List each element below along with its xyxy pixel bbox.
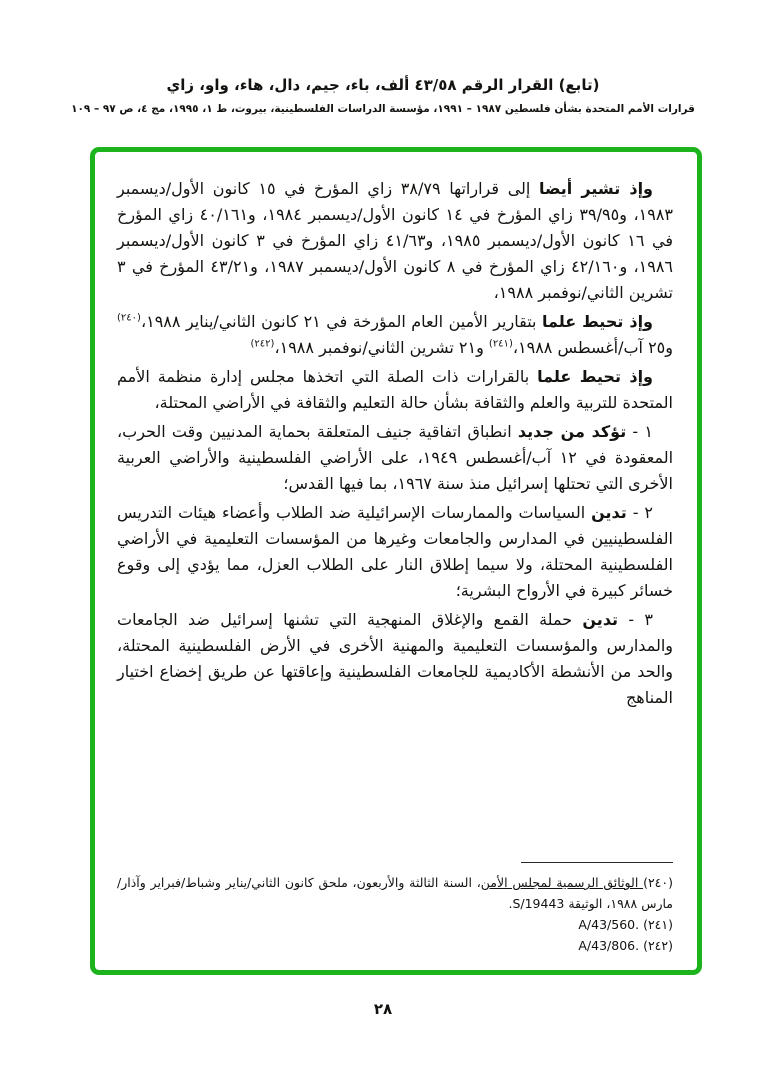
footnote-ref-240: (٢٤٠): [117, 312, 141, 324]
document-symbol: A/43/560.: [578, 917, 640, 932]
preamble-lead: وإذ تحيط علما: [537, 367, 654, 386]
footnote-marker: (٢٤٢): [643, 938, 673, 953]
resolution-title: (تابع) القرار الرقم ٤٣/٥٨ ألف، باء، جيم، دال، هاء، واو، زاي: [166, 76, 600, 94]
resolution-body: [117, 176, 673, 714]
operative-paragraph-3: [117, 607, 673, 711]
page-number: ٢٨: [373, 1000, 393, 1018]
preamble-noting-unesco-paragraph: [117, 364, 673, 416]
paragraph-text: السياسات والممارسات الإسرائيلية ضد الطلاب وأعضاء هيئات التدريس الفلسطينيين في المدارس والجامعات وغيرها من المؤسسات التعليمية في الأراضي الفلسطينية المحتلة، ولا سيما إطلاق النار على الطلاب العزل، مما يؤدي إلى وقوع خسائر كبيرة في الأرواح البشرية؛: [117, 503, 673, 600]
document-symbol: A/43/806.: [578, 938, 640, 953]
operative-paragraph-2: [117, 500, 673, 604]
paragraph-text: إلى قراراتها ٣٨/٧٩ زاي المؤرخ في ١٥ كانون الأول/ديسمبر ١٩٨٣، و٣٩/٩٥ زاي المؤرخ في ١٤ كانون الأول/ديسمبر ١٩٨٤، و٤٠/١٦١ زاي المؤرخ في ١٦ كانون الأول/ديسمبر ١٩٨٥، و٤١/٦٣ زاي المؤرخ في ٣ كانون الأول/ديسمبر ١٩٨٦، و٤٢/١٦٠ زاي المؤرخ في ٨ كانون الأول/ديسمبر ١٩٨٧، و٤٣/٢١ المؤرخ في ٣ تشرين الثاني/نوفمبر ١٩٨٨،: [117, 179, 674, 302]
preamble-recalling-paragraph: [117, 176, 673, 306]
footnote-ref-242: (٢٤٢): [250, 338, 275, 350]
document-header: [30, 76, 736, 115]
footnote-marker: (٢٤١): [643, 917, 673, 932]
paragraph-number: ١ -: [626, 422, 653, 441]
footnote-separator-rule: [521, 862, 673, 863]
operative-paragraph-1: [117, 419, 673, 497]
paragraph-text: و٢١ تشرين الثاني/نوفمبر ١٩٨٨،: [274, 338, 489, 357]
paragraph-text: انطباق اتفاقية جنيف المتعلقة بحماية المدنيين وقت الحرب، المعقودة في ١٢ آب/أغسطس ١٩٤٩، على الأراضي الفلسطينية والأراضي العربية الأخرى التي تحتلها إسرائيل منذ سنة ١٩٦٧، بما فيها القدس؛: [117, 422, 674, 493]
footnote-ref-241: (٢٤١): [488, 338, 513, 350]
paragraph-text: بتقارير الأمين العام المؤرخة في ٢١ كانون الثاني/يناير ١٩٨٨،: [140, 312, 542, 331]
source-citation: قرارات الأمم المتحدة بشأن فلسطين ١٩٨٧ – ١٩٩١، مؤسسة الدراسات الفلسطينية، بيروت، ط ١، ١٩٩٥، مج ٤، ص ٩٧ – ١٠٩: [71, 103, 695, 115]
content-frame: [90, 147, 702, 975]
footnote-242: [117, 935, 673, 956]
preamble-lead: وإذ تشير أيضا: [539, 179, 653, 198]
operative-lead: تدين: [591, 503, 627, 522]
preamble-lead: وإذ تحيط علما: [542, 312, 654, 331]
footnote-text: ، السنة الثالثة والأربعون، ملحق كانون الثاني/يناير وشباط/فبراير وآذار/مارس ١٩٨٨، الوثيقة: [117, 875, 673, 911]
operative-lead: تدين: [582, 610, 619, 629]
preamble-noting-reports-paragraph: [117, 309, 673, 361]
footnote-241: [117, 914, 673, 935]
document-symbol: S/19443: [512, 896, 565, 911]
footnote-source-title: الوثائق الرسمية لمجلس الأمن: [480, 875, 644, 890]
operative-lead: تؤكد من جديد: [517, 422, 627, 441]
paragraph-text: و٢٥ آب/أغسطس ١٩٨٨،: [512, 338, 673, 357]
paragraph-number: ٢ -: [626, 503, 653, 522]
footnote-240: [117, 872, 673, 914]
paragraph-text: بالقرارات ذات الصلة التي اتخذها مجلس إدارة منظمة الأمم المتحدة للتربية والعلم والثقافة بشأن حالة التعليم والثقافة في الأراضي المحتلة،: [117, 367, 673, 412]
footnotes-section: [117, 862, 673, 956]
footnote-period: .: [508, 896, 513, 911]
paragraph-text: حملة القمع والإغلاق المنهجية التي تشنها إسرائيل ضد الجامعات والمدارس والمؤسسات التعليمية والمهنية الأخرى في الأرض الفلسطينية المحتلة، والحد من الأنشطة الأكاديمية للجامعات الفلسطينية وإعاقتها عن طريق إخضاع اختيار المناهج: [117, 610, 673, 707]
paragraph-number: ٣ -: [618, 610, 653, 629]
footnote-marker: (٢٤٠): [643, 875, 673, 890]
